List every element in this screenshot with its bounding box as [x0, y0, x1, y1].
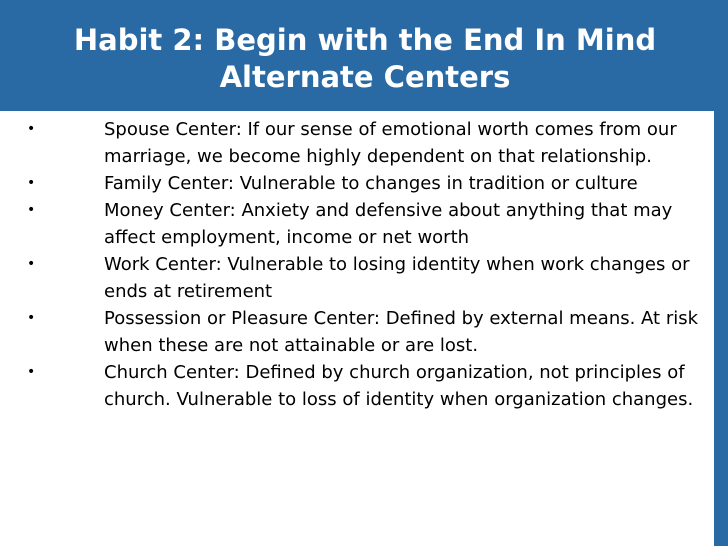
bullet-text: Possession or Pleasure Center: Defined by external means. At risk when these are not attainable or are lost.	[104, 308, 699, 356]
bullet-marker: •	[27, 364, 36, 380]
bullet-item-work-center	[0, 251, 706, 305]
bullet-marker: •	[27, 202, 36, 218]
bullet-list	[0, 116, 706, 413]
bullet-text: Money Center: Anxiety and defensive about anything that may affect employment, income or net worth	[104, 200, 673, 248]
slide-title	[60, 22, 670, 96]
bullet-text: Church Center: Defined by church organization, not principles of church. Vulnerable to loss of identity when organization changes.	[104, 362, 694, 410]
bullet-item-family-center	[0, 170, 706, 197]
right-accent-bar	[714, 111, 728, 546]
bullet-item-spouse-center	[0, 116, 706, 170]
bullet-marker: •	[27, 310, 36, 326]
slide-title-line-2: Alternate Centers	[219, 60, 511, 94]
bullet-marker: •	[27, 175, 36, 191]
bullet-text: Spouse Center: If our sense of emotional worth comes from our marriage, we become highly dependent on that relationship.	[104, 119, 677, 167]
title-banner	[0, 0, 728, 111]
slide-title-line-1: Habit 2: Begin with the End In Mind	[73, 23, 657, 57]
bullet-text: Family Center: Vulnerable to changes in tradition or culture	[104, 173, 638, 194]
bullet-marker: •	[27, 121, 36, 137]
bullet-text: Work Center: Vulnerable to losing identity when work changes or ends at retirement	[104, 254, 690, 302]
bullet-item-money-center	[0, 197, 706, 251]
bullet-marker: •	[27, 256, 36, 272]
bullet-item-possession-center	[0, 305, 706, 359]
bullet-item-church-center	[0, 359, 706, 413]
